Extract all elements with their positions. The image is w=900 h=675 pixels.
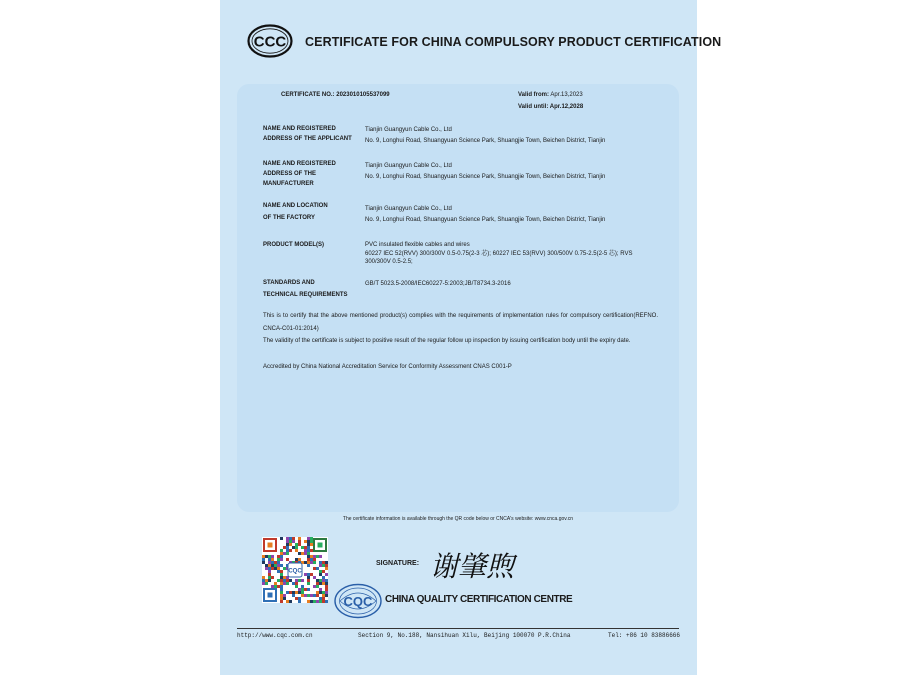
qr-module bbox=[313, 561, 316, 564]
qr-module bbox=[274, 561, 277, 564]
manufacturer-label-line: ADDRESS OF THE bbox=[263, 171, 317, 177]
qr-module bbox=[304, 540, 307, 543]
qr-note: The certificate information is available through the QR code below or CNCA's website: www.cnca.gov.cn bbox=[342, 516, 574, 522]
qr-module bbox=[268, 561, 271, 564]
qr-module bbox=[289, 549, 292, 552]
qr-module bbox=[325, 591, 328, 594]
qr-module bbox=[313, 558, 316, 561]
qr-module bbox=[265, 555, 268, 558]
factory-value bbox=[365, 205, 665, 224]
qr-module bbox=[325, 588, 328, 591]
qr-module bbox=[295, 585, 298, 588]
qr-module bbox=[304, 573, 307, 576]
qr-module bbox=[322, 591, 325, 594]
qr-module bbox=[280, 552, 283, 555]
qr-module bbox=[286, 558, 289, 561]
product-label: PRODUCT MODEL(S) bbox=[263, 242, 324, 248]
applicant-value bbox=[365, 126, 665, 145]
qr-module bbox=[316, 567, 319, 570]
qr-module bbox=[322, 579, 325, 582]
statement-accredited: Accredited by China National Accreditation Service for Conformity Assessment CNAS C001-P bbox=[263, 364, 512, 370]
qr-module bbox=[322, 600, 325, 603]
qr-module bbox=[313, 594, 316, 597]
applicant-label-line: NAME AND REGISTERED bbox=[263, 126, 336, 132]
qr-module bbox=[283, 579, 286, 582]
qr-module bbox=[268, 570, 271, 573]
standards-value: GB/T 5023.5-2008/IEC60227-5:2003;JB/T8734.3-2016 bbox=[365, 281, 511, 287]
qr-module bbox=[316, 594, 319, 597]
statement-certify: This is to certify that the above mentioned product(s) complies with the requirements of implementation rules for compulsory certification(REFNO. CNCA-C01-01:2014) bbox=[263, 313, 658, 332]
qr-module bbox=[307, 540, 310, 543]
qr-module bbox=[277, 570, 280, 573]
qr-module bbox=[301, 546, 304, 549]
factory-address: No. 9, Longhui Road, Shuangyuan Science Park, Shuangjie Town, Beichen District, Tianjin bbox=[365, 217, 606, 223]
qr-module bbox=[283, 567, 286, 570]
qr-module bbox=[325, 573, 328, 576]
qr-module bbox=[280, 585, 283, 588]
qr-module bbox=[277, 567, 280, 570]
qr-module bbox=[283, 594, 286, 597]
qr-module bbox=[301, 579, 304, 582]
qr-module bbox=[295, 549, 298, 552]
qr-module bbox=[265, 564, 268, 567]
qr-module bbox=[319, 570, 322, 573]
product-line: 300/300V 0.5-2.5; bbox=[365, 259, 413, 265]
cqc-logo-icon bbox=[334, 583, 382, 619]
qr-module bbox=[268, 564, 271, 567]
qr-module bbox=[268, 576, 271, 579]
qr-module bbox=[325, 594, 328, 597]
ccc-logo-icon bbox=[247, 24, 293, 58]
manufacturer-value bbox=[365, 162, 665, 181]
factory-label-line: OF THE FACTORY bbox=[263, 215, 316, 221]
qr-module bbox=[280, 558, 283, 561]
qr-module bbox=[298, 579, 301, 582]
qr-module bbox=[307, 543, 310, 546]
qr-module bbox=[307, 546, 310, 549]
qr-module bbox=[301, 591, 304, 594]
qr-module bbox=[274, 582, 277, 585]
qr-module bbox=[277, 564, 280, 567]
qr-module bbox=[268, 567, 271, 570]
applicant-address: No. 9, Longhui Road, Shuangyuan Science Park, Shuangjie Town, Beichen District, Tianjin bbox=[365, 138, 606, 144]
qr-module bbox=[319, 597, 322, 600]
qr-module bbox=[325, 582, 328, 585]
valid-from-value: Apr.13,2023 bbox=[550, 92, 583, 98]
qr-module bbox=[319, 588, 322, 591]
qr-module bbox=[292, 582, 295, 585]
qr-module bbox=[280, 579, 283, 582]
qr-module bbox=[268, 558, 271, 561]
qr-module bbox=[283, 552, 286, 555]
qr-module bbox=[280, 549, 283, 552]
qr-module bbox=[313, 576, 316, 579]
qr-module bbox=[295, 558, 298, 561]
page-title: CERTIFICATE FOR CHINA COMPULSORY PRODUCT CERTIFICATION bbox=[305, 35, 722, 49]
qr-module bbox=[280, 600, 283, 603]
qr-module bbox=[310, 594, 313, 597]
qr-module bbox=[289, 540, 292, 543]
qr-module bbox=[271, 558, 274, 561]
qr-module bbox=[301, 585, 304, 588]
standards-label bbox=[263, 277, 358, 301]
qr-module bbox=[307, 564, 310, 567]
applicant-label-line: ADDRESS OF THE APPLICANT bbox=[263, 136, 352, 142]
qr-module bbox=[322, 582, 325, 585]
qr-module bbox=[319, 600, 322, 603]
footer-tel: Tel: +86 10 83886666 bbox=[608, 632, 681, 639]
qr-module bbox=[277, 561, 280, 564]
qr-module bbox=[310, 573, 313, 576]
qr-module bbox=[316, 591, 319, 594]
qr-module bbox=[322, 594, 325, 597]
manufacturer-label-line: MANUFACTURER bbox=[263, 181, 314, 187]
qr-module bbox=[286, 543, 289, 546]
qr-module bbox=[310, 537, 313, 540]
applicant-name: Tianjin Guangyun Cable Co., Ltd bbox=[365, 127, 452, 133]
qr-module bbox=[292, 537, 295, 540]
qr-module bbox=[310, 555, 313, 558]
qr-module bbox=[325, 564, 328, 567]
valid-until bbox=[518, 103, 583, 111]
qr-module bbox=[319, 564, 322, 567]
standards-label-line: TECHNICAL REQUIREMENTS bbox=[263, 292, 348, 298]
footer-divider bbox=[237, 628, 679, 629]
manufacturer-address: No. 9, Longhui Road, Shuangyuan Science Park, Shuangjie Town, Beichen District, Tianjin bbox=[365, 174, 606, 180]
qr-module bbox=[289, 591, 292, 594]
qr-module bbox=[304, 594, 307, 597]
qr-module bbox=[319, 555, 322, 558]
valid-until-label: Valid until: bbox=[518, 104, 549, 110]
qr-module bbox=[307, 549, 310, 552]
signature-name: 谢肇煦 bbox=[430, 550, 515, 583]
qr-module bbox=[307, 558, 310, 561]
qr-module bbox=[271, 576, 274, 579]
qr-module bbox=[265, 567, 268, 570]
qr-module bbox=[280, 582, 283, 585]
qr-module bbox=[319, 582, 322, 585]
qr-module bbox=[307, 573, 310, 576]
qr-module bbox=[304, 588, 307, 591]
qr-module bbox=[301, 594, 304, 597]
qr-module bbox=[262, 579, 265, 582]
qr-module bbox=[286, 579, 289, 582]
valid-from-label: Valid from: bbox=[518, 92, 550, 98]
qr-module bbox=[304, 561, 307, 564]
qr-module bbox=[280, 576, 283, 579]
qr-module bbox=[283, 582, 286, 585]
qr-module bbox=[298, 543, 301, 546]
qr-module bbox=[301, 588, 304, 591]
footer-website-link[interactable]: http://www.cqc.com.cn bbox=[237, 632, 313, 639]
qr-module bbox=[298, 597, 301, 600]
qr-module bbox=[322, 597, 325, 600]
qr-module bbox=[298, 588, 301, 591]
qr-module bbox=[283, 597, 286, 600]
qr-module bbox=[289, 537, 292, 540]
qr-module bbox=[286, 600, 289, 603]
qr-module bbox=[322, 570, 325, 573]
qr-module bbox=[307, 537, 310, 540]
qr-module bbox=[295, 582, 298, 585]
qr-module bbox=[316, 579, 319, 582]
qr-module bbox=[295, 543, 298, 546]
qr-module bbox=[319, 561, 322, 564]
qr-module bbox=[310, 558, 313, 561]
qr-module bbox=[286, 537, 289, 540]
qr-module bbox=[316, 555, 319, 558]
qr-module bbox=[319, 579, 322, 582]
qr-module bbox=[301, 552, 304, 555]
manufacturer-label bbox=[263, 159, 358, 189]
ccc-logo-text: CCC bbox=[253, 33, 287, 51]
qr-module bbox=[313, 555, 316, 558]
qr-module bbox=[280, 564, 283, 567]
qr-module bbox=[307, 555, 310, 558]
qr-module bbox=[325, 567, 328, 570]
qr-module bbox=[310, 543, 313, 546]
qr-module bbox=[268, 573, 271, 576]
valid-until-value: Apr.12,2028 bbox=[549, 104, 584, 110]
cqc-logo-text: CQC bbox=[343, 594, 373, 609]
qr-module bbox=[280, 573, 283, 576]
qr-module bbox=[271, 561, 274, 564]
product-line: PVC insulated flexible cables and wires bbox=[365, 242, 470, 248]
qr-module bbox=[304, 546, 307, 549]
qr-module bbox=[280, 588, 283, 591]
manufacturer-label-line: NAME AND REGISTERED bbox=[263, 161, 336, 167]
qr-center-text: CQC bbox=[288, 568, 302, 575]
certificate-no-label: CERTIFICATE NO.: bbox=[281, 92, 335, 98]
qr-module bbox=[274, 567, 277, 570]
qr-module bbox=[280, 555, 283, 558]
qr-module bbox=[322, 561, 325, 564]
qr-module bbox=[304, 552, 307, 555]
qr-module bbox=[280, 597, 283, 600]
qr-module bbox=[325, 561, 328, 564]
qr-module bbox=[262, 561, 265, 564]
qr-module bbox=[277, 555, 280, 558]
product-line: 60227 IEC 52(RVV) 300/300V 0.5-0.75(2-3 芯); 60227 IEC 53(RVV) 300/500V 0.75-2.5(2-5 芯); RVS bbox=[365, 250, 633, 257]
qr-module bbox=[292, 594, 295, 597]
footer-address: Section 9, No.188, Nansihuan Xilu, Beijing 100070 P.R.China bbox=[358, 632, 571, 639]
qr-module bbox=[307, 588, 310, 591]
qr-module bbox=[325, 579, 328, 582]
standards-label-line: STANDARDS AND bbox=[263, 280, 315, 286]
qr-module bbox=[283, 546, 286, 549]
qr-module bbox=[316, 585, 319, 588]
qr-module bbox=[286, 591, 289, 594]
qr-module bbox=[286, 546, 289, 549]
qr-module bbox=[271, 585, 274, 588]
qr-module bbox=[289, 600, 292, 603]
qr-module bbox=[307, 594, 310, 597]
qr-module bbox=[283, 576, 286, 579]
qr-module bbox=[325, 585, 328, 588]
qr-module bbox=[262, 555, 265, 558]
qr-module bbox=[310, 561, 313, 564]
qr-module bbox=[274, 564, 277, 567]
qr-module bbox=[325, 600, 328, 603]
qr-module bbox=[277, 579, 280, 582]
qr-module bbox=[289, 579, 292, 582]
qr-module bbox=[262, 582, 265, 585]
qr-module bbox=[298, 558, 301, 561]
qr-module bbox=[316, 582, 319, 585]
qr-module bbox=[295, 597, 298, 600]
qr-module bbox=[280, 537, 283, 540]
qr-module bbox=[262, 576, 265, 579]
qr-module bbox=[298, 591, 301, 594]
factory-label-line: NAME AND LOCATION bbox=[263, 203, 328, 209]
qr-module bbox=[286, 552, 289, 555]
qr-module bbox=[271, 564, 274, 567]
qr-module bbox=[280, 591, 283, 594]
statement-validity: The validity of the certificate is subject to positive result of the regular follow up inspection by issuing certification body until the expiry date. bbox=[263, 338, 631, 344]
qr-module bbox=[313, 567, 316, 570]
qr-module bbox=[310, 549, 313, 552]
qr-module bbox=[271, 567, 274, 570]
qr-module bbox=[265, 582, 268, 585]
qr-module bbox=[298, 540, 301, 543]
qr-module bbox=[286, 582, 289, 585]
applicant-label bbox=[263, 124, 358, 144]
qr-module bbox=[292, 546, 295, 549]
qr-module bbox=[319, 573, 322, 576]
qr-module bbox=[292, 591, 295, 594]
qr-module bbox=[274, 585, 277, 588]
signature-label: SIGNATURE: bbox=[376, 560, 420, 567]
qr-module bbox=[295, 591, 298, 594]
qr-module bbox=[298, 537, 301, 540]
issuer-name: CHINA QUALITY CERTIFICATION CENTRE bbox=[385, 594, 573, 605]
qr-module bbox=[289, 543, 292, 546]
qr-module bbox=[265, 579, 268, 582]
qr-module bbox=[310, 600, 313, 603]
qr-module bbox=[268, 555, 271, 558]
qr-module bbox=[286, 549, 289, 552]
qr-module bbox=[307, 579, 310, 582]
qr-module bbox=[277, 558, 280, 561]
signature bbox=[428, 544, 523, 586]
qr-module bbox=[307, 552, 310, 555]
qr-module bbox=[277, 585, 280, 588]
qr-module bbox=[307, 600, 310, 603]
qr-module bbox=[280, 594, 283, 597]
manufacturer-name: Tianjin Guangyun Cable Co., Ltd bbox=[365, 163, 452, 169]
qr-module bbox=[268, 579, 271, 582]
product-value bbox=[365, 241, 665, 267]
qr-module bbox=[307, 582, 310, 585]
qr-module bbox=[313, 600, 316, 603]
qr-module bbox=[319, 591, 322, 594]
qr-module bbox=[298, 552, 301, 555]
qr-module bbox=[280, 570, 283, 573]
certificate-number bbox=[281, 91, 390, 99]
qr-module bbox=[295, 579, 298, 582]
qr-module bbox=[307, 561, 310, 564]
factory-name: Tianjin Guangyun Cable Co., Ltd bbox=[365, 206, 452, 212]
qr-module bbox=[307, 576, 310, 579]
qr-code-icon[interactable] bbox=[262, 537, 328, 603]
qr-module bbox=[295, 546, 298, 549]
qr-module bbox=[271, 555, 274, 558]
valid-from bbox=[518, 91, 583, 99]
qr-module bbox=[316, 600, 319, 603]
qr-module bbox=[298, 600, 301, 603]
factory-label bbox=[263, 201, 358, 223]
qr-module bbox=[313, 585, 316, 588]
qr-module bbox=[304, 549, 307, 552]
qr-module bbox=[322, 576, 325, 579]
certificate-no-value: 2023010105537099 bbox=[336, 92, 390, 98]
qr-module bbox=[310, 540, 313, 543]
qr-module bbox=[322, 564, 325, 567]
qr-module bbox=[262, 558, 265, 561]
qr-module bbox=[286, 540, 289, 543]
qr-module bbox=[292, 540, 295, 543]
